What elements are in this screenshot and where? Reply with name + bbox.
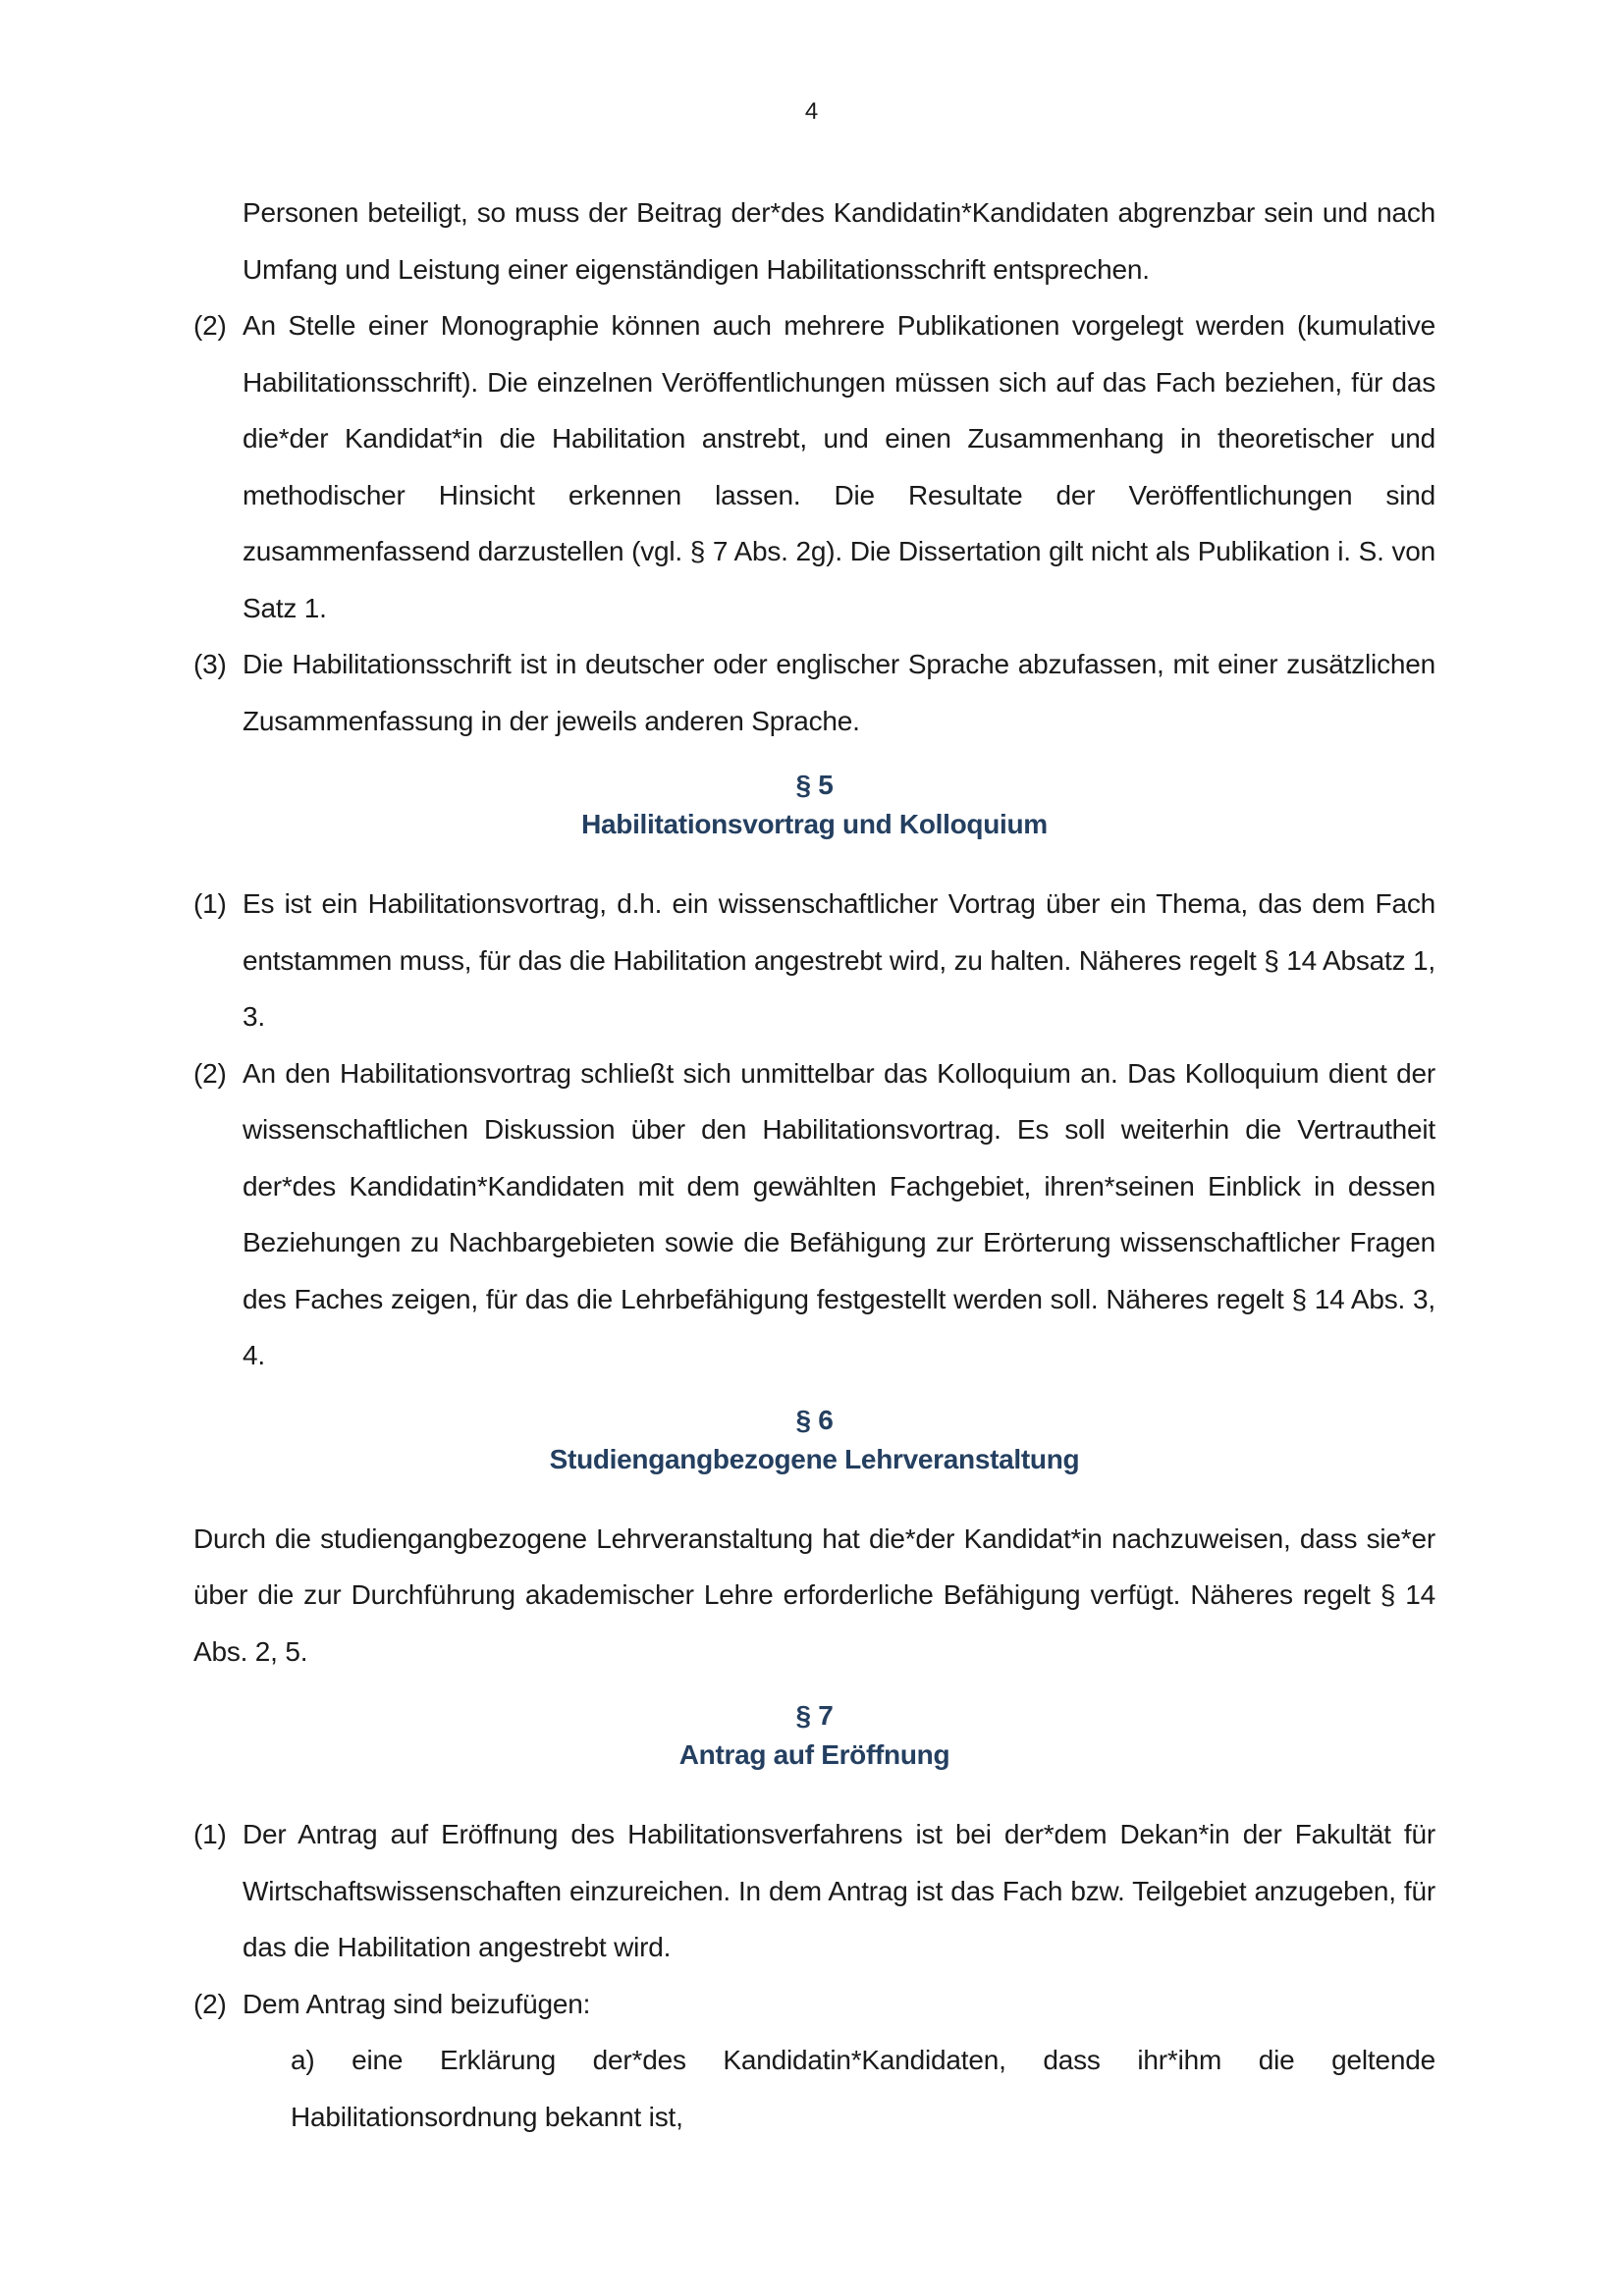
s7-item-2 <box>193 1976 1435 2033</box>
page-number: 4 <box>804 98 819 125</box>
section-5-title: Habilitationsvortrag und Kolloquium <box>581 809 1048 839</box>
section-6-title: Studiengangbezogene Lehrveranstaltung <box>549 1443 1080 1474</box>
s4-item-3 <box>193 636 1435 749</box>
s4-item-2-number: (2) <box>193 310 227 341</box>
section-7-title: Antrag auf Eröffnung <box>678 1739 950 1770</box>
section-7-number: § 7 <box>795 1700 834 1731</box>
s5-item-2 <box>193 1045 1435 1384</box>
s7-item-1 <box>193 1806 1435 1976</box>
section-7-heading <box>193 1696 1435 1775</box>
s5-item-1-number: (1) <box>193 888 227 919</box>
section-5-number: § 5 <box>795 770 834 800</box>
s4-item-3-number: (3) <box>193 649 227 679</box>
s7-item-1-text: Der Antrag auf Eröffnung des Habilitationsverfahrens ist bei der*dem Dekan*in der Fakultät für Wirtschaftswissenschaften einzureichen. In dem Antrag ist das Fach bzw. Teilgebiet anzugeben, für das die Habilitation angestrebt wird. <box>243 1819 1435 1962</box>
section-6-number: § 6 <box>795 1404 834 1435</box>
s5-item-2-number: (2) <box>193 1057 227 1089</box>
s6-text: Durch die studiengangbezogene Lehrveranstaltung hat die*der Kandidat*in nachzuweisen, dass sie*er über die zur Durchführung akademischer Lehre erforderliche Befähigung verfügt. Näheres regelt § 14 Abs. 2, 5. <box>193 1522 1435 1667</box>
s7-item-2-number: (2) <box>193 1988 227 2019</box>
section-6-heading <box>193 1401 1435 1479</box>
s7-sub-a-text: a) eine Erklärung der*des Kandidatin*Kandidaten, dass ihr*ihm die geltende Habilitationsordnung bekannt ist, <box>291 2045 1435 2132</box>
intro-paragraph <box>193 185 1435 297</box>
s5-item-2-text: An den Habilitationsvortrag schließt sich unmittelbar das Kolloquium an. Das Kolloquium dient der wissenschaftlichen Diskussion über den Habilitationsvortrag. Es soll weiterhin die Vertrautheit der*des Kandidatin*Kandidaten mit dem gewählten Fachgebiet, ihren*seinen Einblick in dessen Beziehungen zu Nachbargebieten sowie die Befähigung zur Erörterung wissenschaftlicher Fragen des Faches zeigen, für das die Lehrbefähigung festgestellt werden soll. Näheres regelt § 14 Abs. 3, 4. <box>243 1057 1435 1370</box>
s6-paragraph <box>193 1511 1435 1681</box>
s7-item-1-number: (1) <box>193 1819 227 1849</box>
s4-item-3-text: Die Habilitationsschrift ist in deutscher oder englischer Sprache abzufassen, mit einer zusätzlichen Zusammenfassung in der jeweils anderen Sprache. <box>243 649 1435 736</box>
s7-item-2-text: Dem Antrag sind beizufügen: <box>243 1988 591 2019</box>
s7-item-2-sub-a <box>193 2032 1435 2145</box>
s4-item-2 <box>193 297 1435 636</box>
s5-item-1 <box>193 876 1435 1045</box>
s5-item-1-text: Es ist ein Habilitationsvortrag, d.h. ein wissenschaftlicher Vortrag über ein Thema, das dem Fach entstammen muss, für das die Habilitation angestrebt wird, zu halten. Näheres regelt § 14 Absatz 1, 3. <box>243 888 1435 1032</box>
page-content <box>193 185 1435 2145</box>
section-5-heading <box>193 766 1435 844</box>
intro-text: Personen beteiligt, so muss der Beitrag der*des Kandidatin*Kandidaten abgrenzbar sein und nach Umfang und Leistung einer eigenständigen Habilitationsschrift entsprechen. <box>243 197 1435 285</box>
s4-item-2-text: An Stelle einer Monographie können auch mehrere Publikationen vorgelegt werden (kumulative Habilitationsschrift). Die einzelnen Veröffentlichungen müssen sich auf das Fach beziehen, für das die*der Kandidat*in die Habilitation anstrebt, und einen Zusammenhang in theoretischer und methodischer Hinsicht erkennen lassen. Die Resultate der Veröffentlichungen sind zusammenfassend darzustellen (vgl. § 7 Abs. 2g). Die Dissertation gilt nicht als Publikation i. S. von Satz 1. <box>243 310 1435 623</box>
